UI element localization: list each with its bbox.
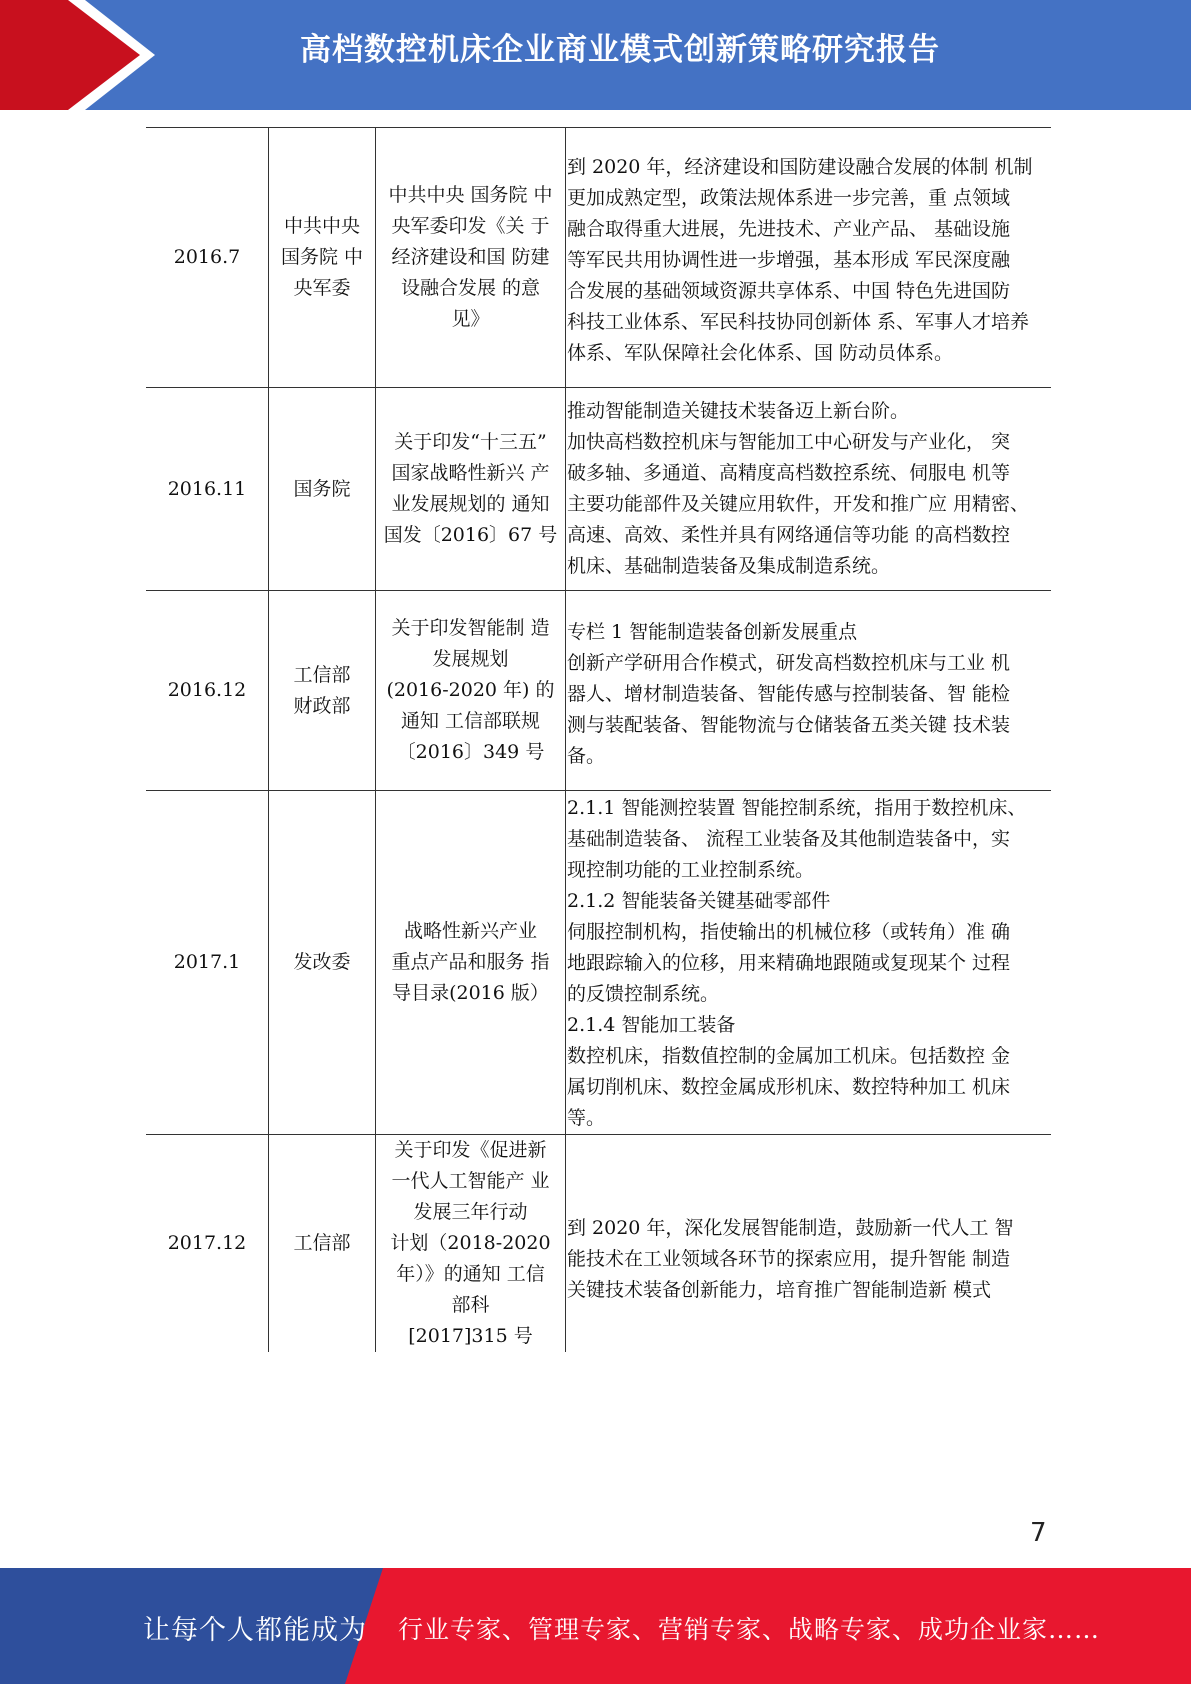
page-number: 7 [1030,1518,1047,1548]
cell-document [376,128,566,388]
cell-content [566,591,1052,791]
document-line: 中共中央 国务院 中 [388,184,553,206]
content-line: 属切削机床、数控金属成形机床、数控特种加工 机床 [567,1076,1011,1098]
department-line: 发改委 [293,951,351,973]
policy-table [146,127,1051,1352]
table-row [146,128,1051,388]
footer-slogan-right: 行业专家、管理专家、营销专家、战略专家、成功企业家…… [398,1615,1101,1644]
document-line: 见》 [451,308,490,330]
table-row [146,1135,1051,1353]
content-line: 破多轴、多通道、高精度高档数控系统、伺服电 机等 [567,462,1011,484]
cell-content [566,791,1052,1135]
cell-document [376,591,566,791]
cell-department [269,791,376,1135]
table-row [146,388,1051,591]
cell-document [376,1135,566,1353]
document-line: 央军委印发《关 于 [391,215,550,237]
department-line: 央军委 [293,277,351,299]
content-line: 地跟踪输入的位移，用来精确地跟随或复现某个 过程 [567,952,1011,974]
document-line: 一代人工智能产 业 [391,1170,550,1192]
footer-slogan-left: 让每个人都能成为 [143,1615,367,1646]
document-line: 关于印发“十三五” [394,431,547,453]
cell-content [566,1135,1052,1353]
document-line: 重点产品和服务 指 [391,951,550,973]
content-line: 专栏 1 智能制造装备创新发展重点 [567,621,858,643]
table-row [146,791,1051,1135]
document-line: 通知 工信部联规 [400,710,541,732]
content-line: 到 2020 年，深化发展智能制造，鼓励新一代人工 智 [567,1217,1014,1239]
content-line: 2.1.1 智能测控装置 智能控制系统，指用于数控机床、 [567,797,1027,819]
content-line: 基础制造装备、 流程工业装备及其他制造装备中，实 [567,828,1011,850]
document-line: 战略性新兴产业 [403,920,537,942]
document-line: 业发展规划的 通知 [391,493,550,515]
cell-date: 2016.7 [146,128,269,388]
document-line: 部科 [451,1294,490,1316]
cell-department [269,591,376,791]
department-line: 国务院 [293,477,351,500]
header-chevron-icon [0,0,140,110]
content-line: 高速、高效、柔性并具有网络通信等功能 的高档数控 [567,524,1011,546]
department-line: 工信部 [293,1232,351,1254]
content-line: 的反馈控制系统。 [567,983,720,1005]
cell-date: 2016.12 [146,591,269,791]
content-line: 数控机床，指数值控制的金属加工机床。包括数控 金 [567,1045,1011,1067]
content-line: 能技术在工业领域各环节的探索应用，提升智能 制造 [567,1248,1011,1270]
content-line: 测与装配装备、智能物流与仓储装备五类关键 技术装 [567,714,1011,736]
content-line: 2.1.2 智能装备关键基础零部件 [567,890,831,912]
document-line: (2016-2020 年) 的 [386,679,555,701]
document-line: 发展三年行动 [413,1201,528,1223]
department-line: 工信部 [293,663,351,686]
content-line: 机床、基础制造装备及集成制造系统。 [567,555,891,577]
document-line: [2017]315 号 [408,1325,533,1347]
content-line: 到 2020 年，经济建设和国防建设融合发展的体制 机制 [567,156,1033,178]
content-line: 创新产学研用合作模式，研发高档数控机床与工业 机 [567,652,1011,674]
cell-document [376,388,566,591]
cell-date: 2016.11 [146,388,269,591]
cell-date: 2017.12 [146,1135,269,1353]
content-line: 体系、军队保障社会化体系、国 防动员体系。 [567,342,954,364]
cell-department [269,388,376,591]
content-line: 关键技术装备创新能力，培育推广智能制造新 模式 [567,1279,992,1301]
document-line: 经济建设和国 防建 [391,246,550,268]
content-line: 加快高档数控机床与智能加工中心研发与产业化， 突 [567,431,1011,453]
document-line: 〔2016〕349 号 [396,741,545,763]
document-line: 设融合发展 的意 [400,277,541,299]
content-line: 2.1.4 智能加工装备 [567,1014,736,1036]
content-line: 器人、增材制造装备、智能传感与控制装备、智 能检 [567,683,1011,705]
table-row [146,591,1051,791]
content-line: 科技工业体系、军民科技协同创新体 系、军事人才培养 [567,311,1030,333]
report-title: 高档数控机床企业商业模式创新策略研究报告 [300,32,940,68]
content-line: 推动智能制造关键技术装备迈上新台阶。 [567,400,910,422]
document-line: 国家战略性新兴 产 [391,462,550,484]
cell-department [269,128,376,388]
cell-document [376,791,566,1135]
document-line: 关于印发智能制 造 [391,617,550,639]
content-line: 融合取得重大进展，先进技术、产业产品、 基础设施 [567,218,1011,240]
cell-content [566,128,1052,388]
department-line: 国务院 中 [280,246,364,268]
cell-date: 2017.1 [146,791,269,1135]
content-line: 主要功能部件及关键应用软件，开发和推广应 用精密、 [567,493,1030,515]
department-line: 财政部 [293,694,351,717]
content-line: 现控制功能的工业控制系统。 [567,859,815,881]
content-line: 备。 [567,745,606,767]
document-line: 计划（2018-2020 [390,1232,551,1254]
document-line: 年）》的通知 工信 [396,1263,545,1285]
document-line: 导目录(2016 版） [392,982,549,1004]
content-line: 更加成熟定型，政策法规体系进一步完善，重 点领域 [567,187,1011,209]
content-line: 等。 [567,1107,606,1129]
cell-department [269,1135,376,1353]
content-line: 等军民共用协调性进一步增强，基本形成 军民深度融 [567,249,1011,271]
document-line: 国发〔2016〕67 号 [383,524,558,546]
content-line: 合发展的基础领域资源共享体系、中国 特色先进国防 [567,280,1011,302]
page-header [0,0,1191,110]
document-line: 发展规划 [432,648,509,670]
document-line: 关于印发《促进新 [394,1139,547,1161]
page-footer [0,1568,1191,1684]
department-line: 中共中央 [283,215,360,237]
content-line: 伺服控制机构，指使输出的机械位移（或转角）准 确 [567,921,1011,943]
cell-content [566,388,1052,591]
